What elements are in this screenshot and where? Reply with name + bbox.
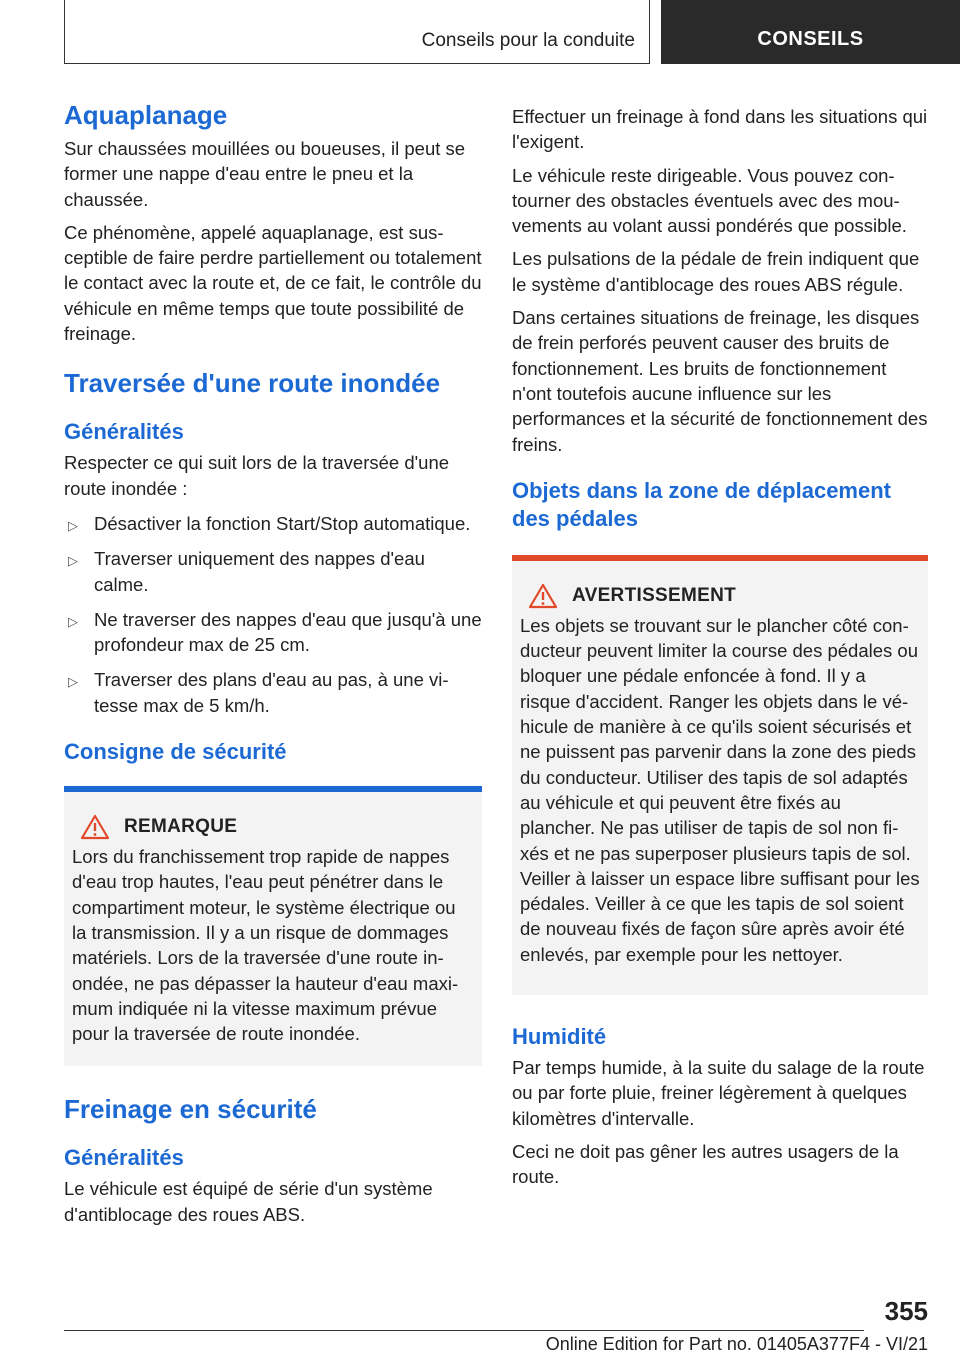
page-header	[0, 0, 960, 66]
notice-header	[72, 814, 474, 840]
list-item-text: Traverser uniquement des nappes d'eau calme.	[94, 548, 425, 595]
paragraph: Le véhicule reste dirigeable. Vous pouvez contourner des obstacles éventuels avec des mouvements au volant aussi pondérés que possible.	[512, 164, 907, 237]
subheading-generalites: Généralités	[64, 1145, 184, 1171]
heading-braking: Freinage en sécurité	[64, 1094, 317, 1125]
list-item	[64, 667, 482, 718]
paragraph: Dans certaines situations de freinage, les disques de frein perforés peuvent causer des bruits de fonctionnement. Les bruits de fonctionnement n'ont toutefois aucune influence sur les performances et la sécurité de fonctionnement des freins.	[512, 307, 928, 455]
flooded-road-list	[64, 511, 482, 718]
section-title: Conseils pour la conduite	[421, 30, 635, 51]
list-item-text: Traverser des plans d'eau au pas, à une vitesse max de 5 km/h.	[94, 669, 449, 716]
page-number: 355	[884, 1296, 928, 1326]
heading-humidity: Humidité	[512, 1024, 607, 1050]
paragraph: Ceci ne doit pas gêner les autres usagers de la route.	[512, 1140, 899, 1188]
list-item	[64, 546, 482, 597]
notice-box	[64, 786, 482, 1066]
list-item	[64, 607, 482, 658]
paragraph: Ce phénomène, appelé aquaplanage, est susceptible de faire perdre partiellement ou totalement le contact avec la route et, de ce fait, le contrôle du véhicule en même temps que toute possibilité de freinage.	[64, 221, 482, 345]
subheading-generalites: Généralités	[64, 419, 184, 445]
paragraph: Les pulsations de la pédale de frein indiquent que le système d'antiblocage des roues ABS régule.	[512, 248, 920, 295]
heading-flooded-road: Traversée d'une route inondée	[64, 368, 441, 399]
heading-safety: Consigne de sécurité	[64, 739, 287, 765]
bullet-triangle-icon: ▷	[68, 674, 78, 690]
paragraph: Par temps humide, à la suite du salage de la route ou par forte pluie, freiner légèrement à quelques kilomètres d'intervalle.	[512, 1057, 925, 1129]
footer-divider	[64, 1330, 864, 1331]
right-column	[512, 104, 928, 1190]
warning-triangle-icon	[528, 583, 558, 609]
heading-aquaplanage: Aquaplanage	[64, 100, 228, 130]
warning-triangle-icon	[80, 814, 110, 840]
warning-label: AVERTISSEMENT	[572, 584, 737, 606]
paragraph: Le véhicule est équipé de série d'un système d'antiblocage des roues ABS.	[64, 1178, 433, 1225]
paragraph: Respecter ce qui suit lors de la traversée d'une route inondée :	[64, 452, 450, 499]
warning-header	[520, 583, 920, 609]
edition-text: Online Edition for Part no. 01405A377F4 - VI/21	[545, 1334, 928, 1354]
chapter-tab: CONSEILS	[661, 0, 960, 64]
warning-text: Les objets se trouvant sur le plancher côté conducteur peuvent limiter la course des pédales ou bloquer une pédale enfoncée à fond. Il y a risque d'accident. Ranger les objets dans le véhicule de manière à ce qu'ils soient sécurisés et ne puissent pas parvenir dans la zone des pieds du conducteur. Utiliser des tapis de sol adaptés au véhicule et qui peuvent être fixés au plancher. Ne pas utiliser de tapis de sol non fixés et ne pas superposer plusieurs tapis de sol. Veiller à laisser un espace libre suffisant pour les pédales. Veiller à ce que les tapis de sol soient de nouveau fixés de façon sûre après avoir été enlevés, par exemple pour les nettoyer.	[520, 614, 920, 965]
notice-label: REMARQUE	[124, 816, 238, 838]
section-title-box	[64, 0, 650, 64]
bullet-triangle-icon: ▷	[68, 553, 78, 569]
bullet-triangle-icon: ▷	[68, 517, 78, 533]
list-item-text: Ne traverser des nappes d'eau que jusqu'à une profondeur max de 25 cm.	[94, 608, 482, 656]
warning-box	[512, 555, 928, 995]
paragraph: Sur chaussées mouillées ou boueuses, il peut se former une nappe d'eau entre le pneu et la chaussée.	[64, 138, 466, 210]
heading-pedal-objects: Objets dans la zone de déplacement des pédales	[512, 477, 891, 531]
list-item	[64, 511, 482, 536]
notice-text: Lors du franchissement trop rapide de nappes d'eau trop hautes, l'eau peut pénétrer dans le compartiment moteur, le système électrique ou la transmission. Il y a un risque de dommages matériels. Lors de la traversée d'une route inondée, ne pas dépasser la hauteur d'eau maximum indiquée ni la vitesse maximum prévue pour la traversée de route inondée.	[72, 846, 459, 1045]
paragraph: Effectuer un freinage à fond dans les situations qui l'exigent.	[512, 106, 928, 153]
left-column	[64, 100, 482, 1227]
list-item-text: Désactiver la fonction Start/Stop automatique.	[94, 512, 471, 534]
bullet-triangle-icon: ▷	[68, 613, 78, 629]
